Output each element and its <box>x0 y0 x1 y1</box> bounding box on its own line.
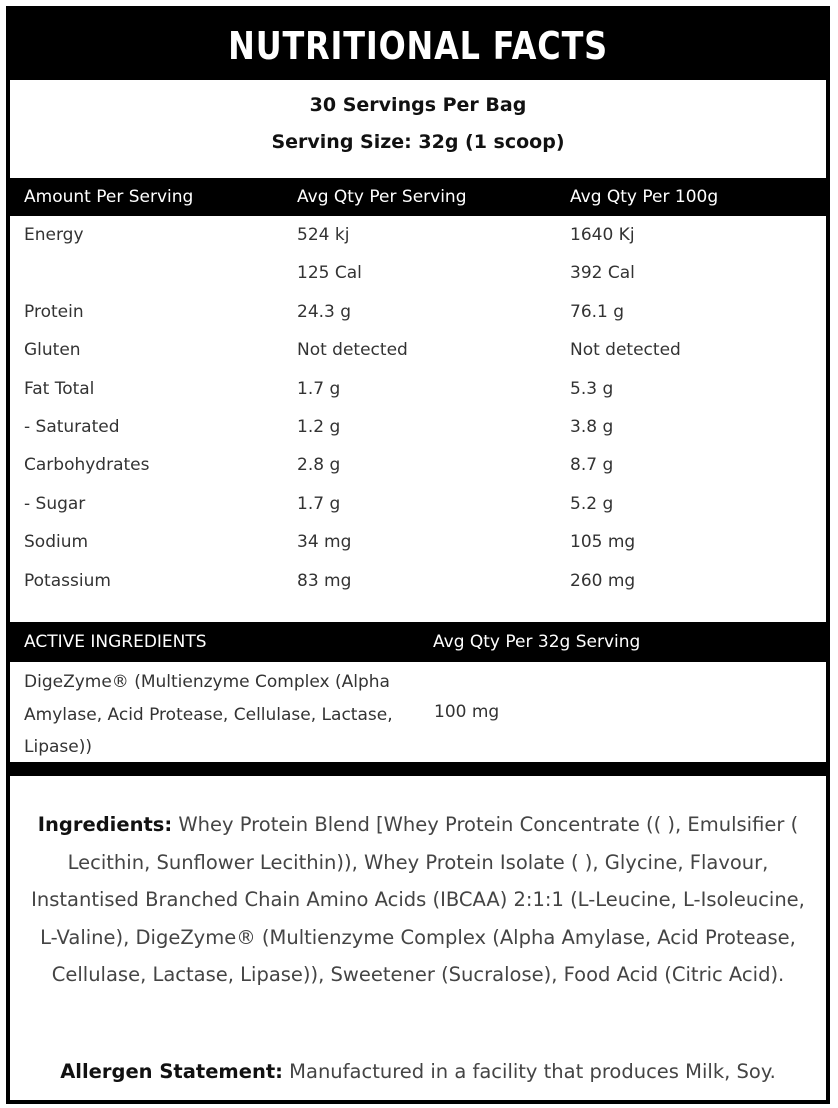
nutrient-name: Carbohydrates <box>24 455 150 475</box>
qty-per-serving: Not detected <box>297 340 408 360</box>
qty-per-100g: 5.3 g <box>570 379 614 399</box>
allergen-statement <box>10 1055 826 1089</box>
table-row <box>10 485 826 523</box>
table-row <box>10 216 826 254</box>
active-ingredients-header <box>10 622 826 662</box>
ingredients-text: Whey Protein Blend [Whey Protein Concentrate (( ), Emulsifier ( Lecithin, Sunflower Lecithin)), Whey Protein Isolate ( ), Glycine, Flavour, Instantised Branched Chain Amino Acids (IBCAA) 2:1:1 (L-Leucine, L-Isoleucine, L-Valine), DigeZyme® (Multienzyme Complex (Alpha Amylase, Acid Protease, Cellulase, Lactase, Lipase)), Sweetener (Sucralose), Food Acid (Citric Acid). <box>31 813 805 987</box>
active-ingredient-name: DigeZyme® (Multienzyme Complex (Alpha Amylase, Acid Protease, Cellulase, Lactase, Lipase)) <box>24 672 393 757</box>
nutrient-name: Sodium <box>24 532 89 552</box>
qty-per-100g: 392 Cal <box>570 263 635 283</box>
ingredients-statement <box>22 806 814 994</box>
divider <box>10 762 826 776</box>
qty-per-serving: 34 mg <box>297 532 352 552</box>
qty-per-100g: 5.2 g <box>570 494 614 514</box>
header-per-100g: Avg Qty Per 100g <box>570 187 719 207</box>
nutrition-panel <box>6 6 830 1104</box>
qty-per-serving: 24.3 g <box>297 302 352 322</box>
nutrient-name: Gluten <box>24 340 81 360</box>
qty-per-100g: 8.7 g <box>570 455 614 475</box>
serving-size: Serving Size: 32g (1 scoop) <box>271 131 565 153</box>
table-row <box>10 523 826 561</box>
table-row <box>10 331 826 369</box>
qty-per-serving: 524 kj <box>297 225 350 245</box>
allergen-text: Manufactured in a facility that produces Milk, Soy. <box>282 1060 776 1083</box>
nutrient-name: Energy <box>24 225 84 245</box>
servings-per-bag: 30 Servings Per Bag <box>309 94 527 116</box>
table-row <box>10 254 826 292</box>
qty-per-100g: 76.1 g <box>570 302 625 322</box>
page-title: NUTRITIONAL FACTS <box>228 24 608 68</box>
qty-per-100g: 1640 Kj <box>570 225 635 245</box>
nutrient-name: Protein <box>24 302 84 322</box>
qty-per-serving: 1.7 g <box>297 494 341 514</box>
qty-per-serving: 2.8 g <box>297 455 341 475</box>
table-row <box>10 408 826 446</box>
nutrient-name: - Saturated <box>24 417 120 437</box>
table-row <box>10 562 826 600</box>
qty-per-serving: 125 Cal <box>297 263 362 283</box>
qty-per-100g: 260 mg <box>570 571 636 591</box>
qty-per-serving: 83 mg <box>297 571 352 591</box>
nutrient-name: - Sugar <box>24 494 86 514</box>
nutrient-name: Fat Total <box>24 379 95 399</box>
table-row <box>10 293 826 331</box>
active-ingredients-label: ACTIVE INGREDIENTS <box>24 632 207 652</box>
qty-per-100g: 105 mg <box>570 532 636 552</box>
table-header <box>10 178 826 216</box>
title-bar <box>10 10 826 80</box>
active-header-right-cell <box>413 622 826 662</box>
qty-per-100g: Not detected <box>570 340 681 360</box>
qty-per-100g: 3.8 g <box>570 417 614 437</box>
ingredients-label: Ingredients: <box>37 813 173 836</box>
qty-per-serving: 1.7 g <box>297 379 341 399</box>
header-per-serving: Avg Qty Per Serving <box>297 187 467 207</box>
header-amount: Amount Per Serving <box>24 187 194 207</box>
allergen-label: Allergen Statement: <box>60 1060 283 1083</box>
active-header-left-cell <box>10 622 413 662</box>
nutrient-name: Potassium <box>24 571 111 591</box>
active-qty-label: Avg Qty Per 32g Serving <box>433 632 641 652</box>
table-row <box>10 446 826 484</box>
table-row <box>10 370 826 408</box>
active-ingredient-qty: 100 mg <box>434 702 500 722</box>
qty-per-serving: 1.2 g <box>297 417 341 437</box>
